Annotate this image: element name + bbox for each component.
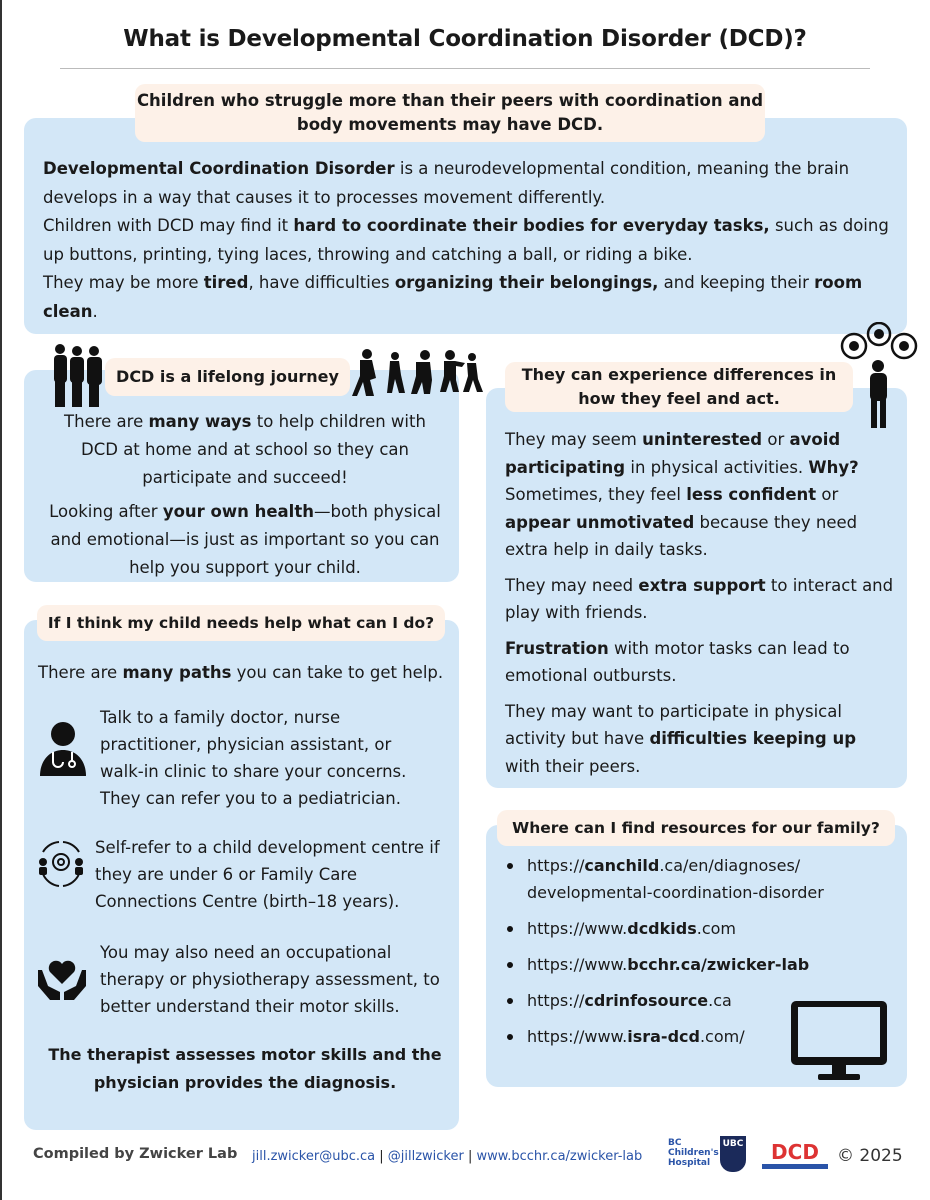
bold-text: isra-dcd [627, 1027, 700, 1046]
doctor-icon [38, 720, 88, 778]
text-segment: .com [696, 919, 736, 938]
paragraph [505, 635, 895, 690]
bold-text: tired [203, 273, 249, 292]
text-segment: Sometimes, they feel [505, 485, 687, 504]
help-item-doctor: Talk to a family doctor, nurse practitioner, physician assistant, or walk-in clinic to share your concerns. They can refer you to a pediatrician. [100, 708, 407, 808]
intro-text [43, 155, 893, 326]
bold-text: Developmental Coordination Disorder [43, 159, 395, 178]
bold-text: hard to coordinate their bodies for everyday tasks, [293, 216, 770, 235]
bold-text: many ways [148, 412, 252, 431]
text-segment: —both physical and emotional—is just as important so you can help you support your child. [50, 502, 441, 577]
bold-text: uninterested [642, 430, 763, 449]
computer-monitor-icon [788, 998, 890, 1082]
text-segment: There are [38, 663, 123, 682]
dcd-logo: DCD [762, 1140, 828, 1169]
bold-text: dcdkids [627, 919, 697, 938]
bold-text: canchild [584, 856, 660, 875]
bold-text: Frustration [505, 638, 609, 658]
resources-heading: Where can I find resources for our family? [497, 810, 895, 846]
text-segment: Looking after [49, 502, 163, 521]
journey-text [45, 408, 445, 582]
bold-text: Why? [808, 457, 859, 477]
text-segment: in physical activities. [625, 457, 809, 477]
text-segment: to interact and play with friends. [505, 575, 894, 622]
text-segment: https://www. [527, 955, 628, 974]
help-item-self-refer: Self-refer to a child development centre if they are under 6 or Family Care Connections Centre (birth–18 years). [95, 838, 440, 911]
resource-link-canchild[interactable] [505, 852, 855, 906]
children-playing-icon [350, 348, 485, 400]
help-item-therapy: You may also need an occupational therapy or physiotherapy assessment, to better understand their motor skills. [100, 943, 440, 1016]
paragraph [43, 155, 893, 212]
paragraph [43, 212, 893, 269]
bold-text: less confident [686, 485, 817, 504]
bold-text: bcchr.ca/zwicker-lab [627, 955, 810, 974]
text-segment: such as doing up buttons, printing, tying laces, throwing and catching a ball, or riding a bike. [43, 216, 889, 264]
help-heading: If I think my child needs help what can I do? [37, 605, 445, 641]
text-segment: There are [64, 412, 149, 431]
text-segment: They may be more [43, 273, 204, 292]
bold-text: avoid participating [505, 430, 841, 477]
help-closing: The therapist assesses motor skills and the physician provides the diagnosis. [48, 1045, 442, 1092]
child-development-icon [35, 840, 87, 888]
website-link[interactable]: www.bcchr.ca/zwicker-lab [476, 1149, 643, 1164]
resource-link-dcdkids[interactable] [505, 915, 855, 942]
text-segment: or [762, 430, 790, 449]
differences-heading: They can experience differences in how they feel and act. [505, 362, 853, 412]
text-segment: because they need extra help in daily tasks. [505, 512, 858, 559]
paragraph [505, 426, 895, 564]
help-lead [38, 659, 458, 687]
page-title: What is Developmental Coordination Disorder (DCD)? [123, 26, 807, 52]
paragraph [45, 498, 445, 582]
text-segment: .com/ [699, 1027, 745, 1046]
text-segment: you can take to get help. [231, 663, 444, 682]
text-segment: https://www. [527, 919, 628, 938]
paragraph [505, 572, 895, 627]
paragraph [45, 408, 445, 492]
text-segment: or [816, 485, 839, 504]
bold-text: appear unmotivated [505, 512, 695, 532]
bold-text: cdrinfosource [584, 991, 709, 1010]
text-segment: https:// [527, 991, 585, 1010]
bold-text: extra support [638, 575, 766, 595]
text-segment: Children with DCD may find it [43, 216, 294, 235]
text-segment: is a neurodevelopmental condition, meaning the brain develops in a way that causes it to processes movement differently. [43, 159, 850, 207]
bc-childrens-hospital-logo: BC Children's Hospital [668, 1138, 719, 1168]
compiled-by: Compiled by Zwicker Lab [33, 1146, 238, 1162]
text-segment: They may seem [505, 430, 643, 449]
intro-heading: Children who struggle more than their peers with coordination and body movements may have DCD. [135, 84, 765, 142]
adults-silhouette-icon [48, 343, 106, 409]
bold-text: room clean [43, 273, 863, 321]
text-segment: They may need [505, 575, 639, 595]
ubc-logo: UBC [720, 1136, 746, 1172]
separator: | [379, 1149, 384, 1164]
text-segment: and keeping their [658, 273, 815, 292]
text-segment: , have difficulties [248, 273, 395, 292]
footer-contacts [252, 1149, 642, 1164]
paragraph [505, 698, 895, 781]
title-divider [60, 68, 870, 69]
bold-text: your own health [162, 502, 314, 521]
text-segment: They may want to participate in physical activity but have [505, 701, 842, 748]
separator: | [467, 1149, 473, 1164]
text-segment: https://www. [527, 1027, 628, 1046]
text-segment: . [92, 301, 98, 321]
text-segment: https:// [527, 856, 585, 875]
bold-text: organizing their belongings, [394, 273, 659, 292]
email-link[interactable]: jill.zwicker@ubc.ca [252, 1149, 376, 1164]
text-segment: to help children with DCD at home and at school so they can participate and succeed! [81, 412, 426, 487]
page-edge [0, 0, 2, 1200]
bold-text: many paths [122, 663, 232, 682]
resource-link-zwicker-lab[interactable] [505, 951, 855, 978]
bold-text: difficulties keeping up [649, 729, 857, 748]
text-segment: with motor tasks can lead to emotional outbursts. [505, 638, 850, 685]
paragraph [43, 269, 893, 326]
twitter-handle-link[interactable]: @jillzwicker [387, 1149, 464, 1164]
text-segment: .ca [708, 991, 732, 1010]
text-segment: .ca/en/diagnoses/ developmental-coordination-disorder [527, 856, 824, 902]
heart-hands-icon [36, 956, 88, 1000]
text-segment: with their peers. [505, 756, 641, 776]
journey-heading: DCD is a lifelong journey [105, 358, 350, 396]
differences-text [505, 426, 895, 780]
copyright: © 2025 [837, 1146, 903, 1166]
